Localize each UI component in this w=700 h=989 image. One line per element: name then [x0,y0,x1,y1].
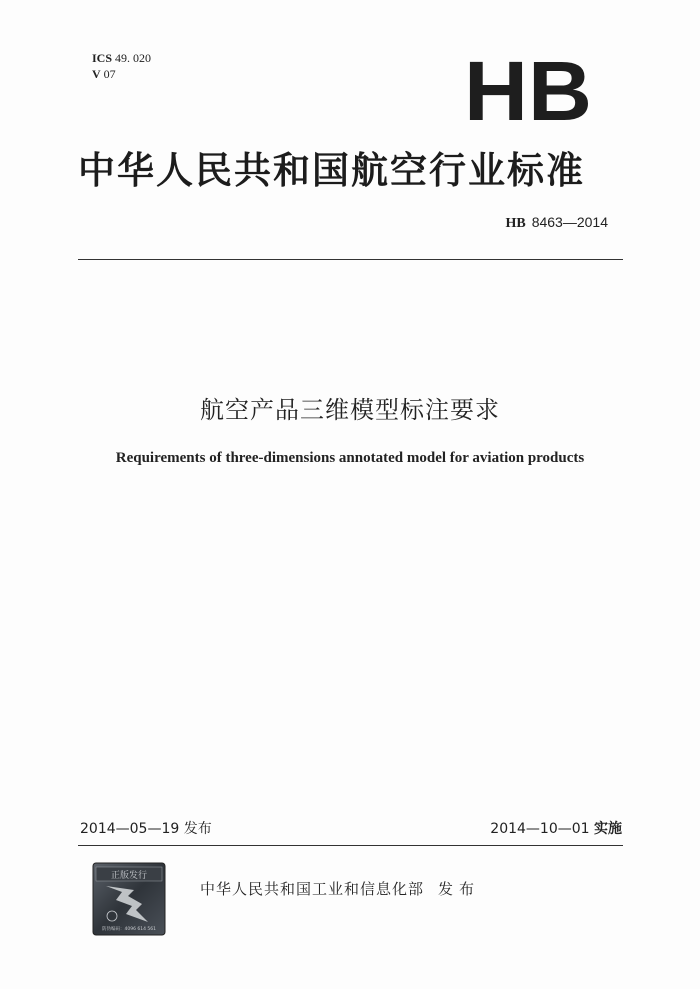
ics-block [92,50,151,82]
document-title-cn: 航空产品三维模型标注要求 [200,396,500,424]
issue-date-word: 发布 [183,821,212,837]
standard-code: 8463—2014 [531,214,608,230]
implementation-date [490,818,622,838]
class-line [92,66,151,82]
anti-counterfeit-stamp [92,862,166,936]
issue-date-value: 2014—05—19 [80,821,180,837]
hb-logo-text: HB [464,56,592,126]
publisher-word: 发布 [438,880,481,898]
hb-logo [463,56,593,126]
implementation-date-value: 2014—10—01 [490,821,590,837]
implementation-date-word: 实施 [594,821,622,837]
class-code: 07 [103,67,116,81]
ics-label: ICS [92,51,113,65]
class-label: V [92,67,101,81]
bottom-divider [78,845,623,846]
standard-number [505,214,608,232]
ics-code: 49. 020 [115,51,152,65]
org-title: 中华人民共和国航空行业标准 [78,149,585,192]
document-title-en: Requirements of three-dimensions annotated model for aviation products [115,450,585,466]
publisher [200,878,480,899]
issue-date [80,818,212,838]
ics-line [92,50,151,66]
standard-prefix: HB [505,216,526,231]
publisher-name: 中华人民共和国工业和信息化部 [200,880,425,898]
stamp-bottom-text: 防伪编码：4096 614 561 [102,927,156,932]
stamp-top-text: 正版发行 [110,871,148,881]
top-divider [78,259,623,260]
